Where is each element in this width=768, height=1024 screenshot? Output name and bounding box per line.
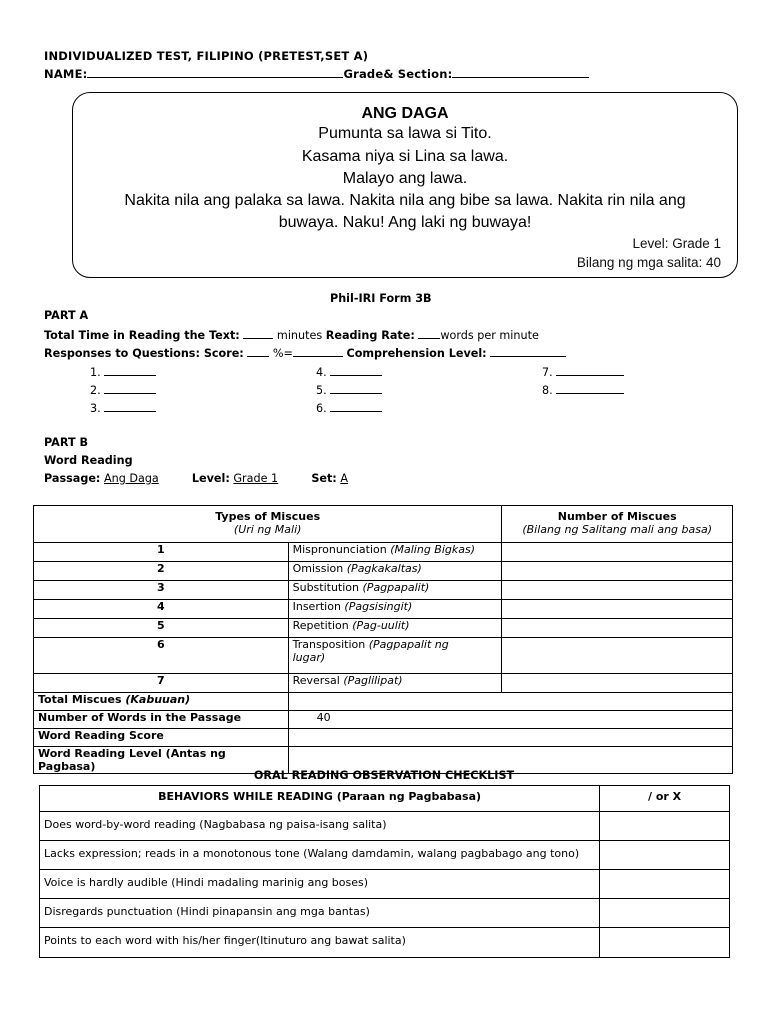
mark-cell[interactable] (600, 812, 730, 841)
part-b-label: PART B (44, 436, 88, 449)
types-sub: (Uri ng Mali) (233, 523, 302, 536)
time-blank[interactable] (243, 328, 273, 339)
miscue-type: Insertion (Pagsisingit) (288, 600, 502, 619)
grade-blank[interactable] (452, 67, 589, 78)
table-row (34, 674, 733, 693)
behavior-item: Points to each word with his/her finger(Itinuturo ang bawat salita) (40, 928, 600, 958)
table-row (34, 729, 733, 747)
set-value: A (340, 472, 348, 485)
miscue-num: 7 (34, 674, 289, 693)
answer-blank[interactable] (104, 401, 156, 412)
level-label: Level: (191, 472, 230, 485)
comprehension-label: Comprehension Level: (346, 347, 487, 360)
table-row (34, 600, 733, 619)
score-cell[interactable] (288, 729, 732, 747)
answer-blank[interactable] (330, 383, 382, 394)
answer-item: 3. (90, 401, 156, 415)
word-reading-label: Word Reading (44, 454, 133, 467)
words-value: 40 (288, 711, 732, 729)
reading-level-label: Word Reading Level (Antas ng Pagbasa) (34, 747, 289, 774)
table-row (40, 870, 730, 899)
types-header (34, 506, 502, 543)
miscue-num: 2 (34, 562, 289, 581)
behavior-item: Voice is hardly audible (Hindi madaling marinig ang boses) (40, 870, 600, 899)
miscue-type: Transposition (Pagpapalit ng lugar) (288, 638, 502, 674)
name-label: NAME: (44, 67, 88, 81)
answer-blank[interactable] (556, 365, 624, 376)
wpm-label: words per minute (440, 329, 539, 342)
miscue-count-cell[interactable] (502, 674, 733, 693)
table-row (34, 619, 733, 638)
checklist-table (39, 785, 730, 958)
miscue-num: 5 (34, 619, 289, 638)
passage-label: Passage: (44, 472, 101, 485)
number-title: Number of Miscues (557, 510, 677, 523)
miscue-count-cell[interactable] (502, 619, 733, 638)
responses-label: Responses to Questions: Score: (44, 347, 244, 360)
behavior-item: Lacks expression; reads in a monotonous tone (Walang damdamin, walang pagbabago ang tono) (40, 841, 600, 870)
miscue-type: Reversal (Paglilipat) (288, 674, 502, 693)
form-title: Phil-IRI Form 3B (330, 292, 432, 305)
miscue-count-cell[interactable] (502, 581, 733, 600)
score-label: Word Reading Score (34, 729, 289, 747)
answer-item: 5. (316, 383, 382, 397)
rate-blank[interactable] (418, 328, 440, 339)
story-line: Pumunta sa lawa si Tito. (318, 125, 492, 142)
rate-label: Reading Rate: (325, 329, 415, 342)
mark-cell[interactable] (600, 928, 730, 958)
table-row (34, 581, 733, 600)
table-row (40, 928, 730, 958)
answer-item: 8. (542, 383, 624, 397)
table-row (34, 543, 733, 562)
responses-line (44, 346, 566, 360)
time-line (44, 328, 539, 342)
mark-header: / or X (600, 786, 730, 812)
answer-item: 2. (90, 383, 156, 397)
table-row (34, 711, 733, 729)
level-value: Grade 1 (233, 472, 279, 485)
story-title: ANG DAGA (361, 105, 449, 122)
score-blank[interactable] (247, 346, 269, 357)
answer-blank[interactable] (556, 383, 624, 394)
answer-item: 7. (542, 365, 624, 379)
answer-blank[interactable] (330, 401, 382, 412)
miscue-count-cell[interactable] (502, 600, 733, 619)
answer-item: 6. (316, 401, 382, 415)
story-line: Kasama niya si Lina sa lawa. (301, 148, 509, 165)
miscue-type: Mispronunciation (Maling Bigkas) (288, 543, 502, 562)
comprehension-blank[interactable] (490, 346, 566, 357)
miscue-type: Substitution (Pagpapalit) (288, 581, 502, 600)
words-label: Number of Words in the Passage (34, 711, 289, 729)
miscue-count-cell[interactable] (502, 562, 733, 581)
story-box (72, 92, 738, 278)
miscue-num: 1 (34, 543, 289, 562)
time-label: Total Time in Reading the Text: (44, 329, 240, 342)
table-row (34, 562, 733, 581)
passage-value: Ang Daga (103, 472, 159, 485)
percent-label: %= (272, 347, 293, 360)
miscue-count-cell[interactable] (502, 638, 733, 674)
table-row (40, 841, 730, 870)
story-line: buwaya. Naku! Ang laki ng buwaya! (278, 214, 532, 231)
number-sub: (Bilang ng Salitang mali ang basa) (522, 523, 713, 536)
passage-line (44, 472, 348, 485)
table-row (40, 899, 730, 928)
story-word-count: Bilang ng mga salita: 40 (576, 255, 721, 270)
miscue-count-cell[interactable] (502, 543, 733, 562)
types-title: Types of Miscues (215, 510, 321, 523)
checklist-title: ORAL READING OBSERVATION CHECKLIST (253, 769, 515, 782)
mark-cell[interactable] (600, 841, 730, 870)
miscue-type: Repetition (Pag-uulit) (288, 619, 502, 638)
miscue-type: Omission (Pagkakaltas) (288, 562, 502, 581)
total-cell[interactable] (288, 693, 732, 711)
answer-blank[interactable] (104, 383, 156, 394)
percent-blank[interactable] (293, 346, 343, 357)
answer-item: 4. (316, 365, 382, 379)
table-row (34, 693, 733, 711)
total-label: Total Miscues (Kabuuan) (34, 693, 289, 711)
minutes-label: minutes (276, 329, 323, 342)
behavior-item: Does word-by-word reading (Nagbabasa ng paisa-isang salita) (40, 812, 600, 841)
set-label: Set: (311, 472, 337, 485)
miscue-num: 4 (34, 600, 289, 619)
number-header (502, 506, 733, 543)
part-a-label: PART A (44, 309, 89, 322)
behavior-item: Disregards punctuation (Hindi pinapansin ang mga bantas) (40, 899, 600, 928)
story-line: Nakita nila ang palaka sa lawa. Nakita nila ang bibe sa lawa. Nakita rin nila ang (124, 192, 686, 209)
test-title: INDIVIDUALIZED TEST, FILIPINO (PRETEST,SET A) (44, 49, 369, 63)
answer-blank[interactable] (104, 365, 156, 376)
story-level: Level: Grade 1 (632, 236, 721, 251)
answer-blank[interactable] (330, 365, 382, 376)
behaviors-header: BEHAVIORS WHILE READING (Paraan ng Pagbabasa) (40, 786, 600, 812)
table-row (40, 812, 730, 841)
table-row (34, 638, 733, 674)
grade-label: Grade& Section: (343, 67, 453, 81)
miscue-table (33, 505, 733, 774)
name-line (44, 67, 589, 81)
mark-cell[interactable] (600, 899, 730, 928)
miscue-num: 3 (34, 581, 289, 600)
mark-cell[interactable] (600, 870, 730, 899)
story-line: Malayo ang lawa. (342, 170, 468, 187)
answer-item: 1. (90, 365, 156, 379)
miscue-num: 6 (34, 638, 289, 674)
name-blank[interactable] (87, 67, 343, 78)
